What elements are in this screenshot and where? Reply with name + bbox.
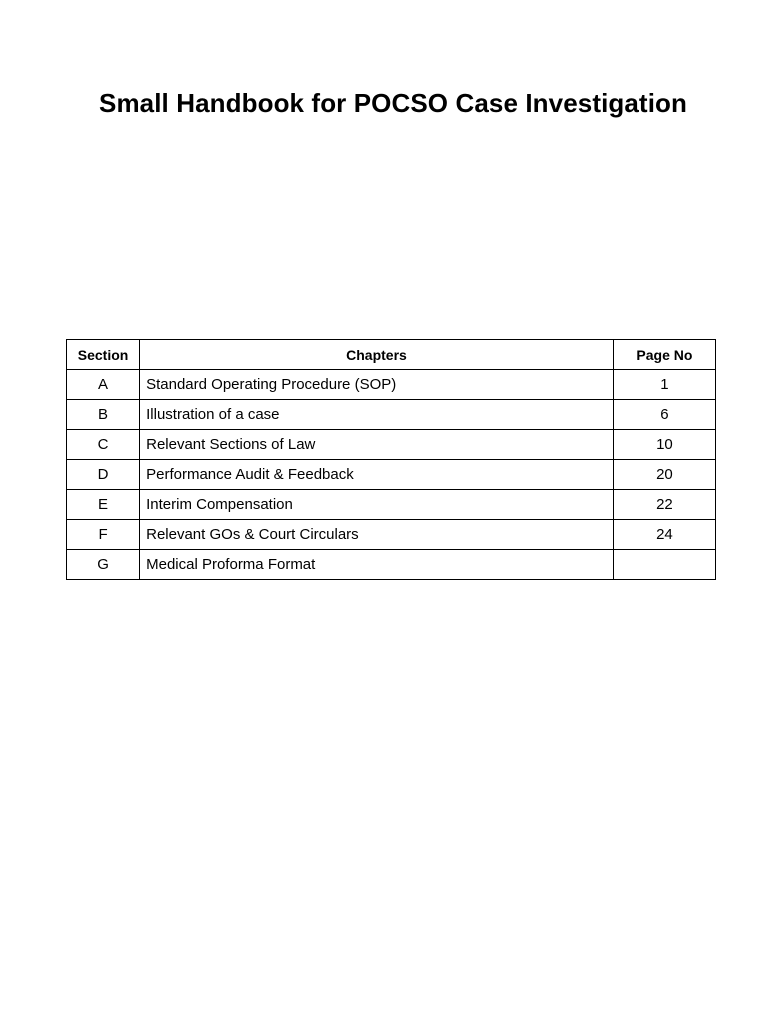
- section-cell: E: [67, 490, 140, 520]
- column-header-page-no: Page No: [613, 340, 715, 370]
- table-of-contents: [66, 339, 716, 580]
- table-row: [67, 460, 716, 490]
- chapter-cell: Medical Proforma Format: [140, 550, 614, 580]
- section-cell: C: [67, 430, 140, 460]
- chapter-cell: Relevant GOs & Court Circulars: [140, 520, 614, 550]
- page-number-cell: 10: [613, 430, 715, 460]
- chapter-cell: Standard Operating Procedure (SOP): [140, 370, 614, 400]
- table-row: [67, 550, 716, 580]
- table-header-row: [67, 340, 716, 370]
- table-row: [67, 430, 716, 460]
- section-cell: B: [67, 400, 140, 430]
- section-cell: D: [67, 460, 140, 490]
- chapter-cell: Interim Compensation: [140, 490, 614, 520]
- chapter-cell: Illustration of a case: [140, 400, 614, 430]
- page-number-cell: [613, 550, 715, 580]
- column-header-chapters: Chapters: [140, 340, 614, 370]
- table-row: [67, 520, 716, 550]
- chapter-cell: Relevant Sections of Law: [140, 430, 614, 460]
- page-number-cell: 20: [613, 460, 715, 490]
- chapter-cell: Performance Audit & Feedback: [140, 460, 614, 490]
- section-cell: A: [67, 370, 140, 400]
- section-cell: G: [67, 550, 140, 580]
- column-header-section: Section: [67, 340, 140, 370]
- table-row: [67, 490, 716, 520]
- page-number-cell: 24: [613, 520, 715, 550]
- section-cell: F: [67, 520, 140, 550]
- page-number-cell: 6: [613, 400, 715, 430]
- table-row: [67, 400, 716, 430]
- page-number-cell: 1: [613, 370, 715, 400]
- page-title: Small Handbook for POCSO Case Investigation: [99, 88, 687, 118]
- table-row: [67, 370, 716, 400]
- page-number-cell: 22: [613, 490, 715, 520]
